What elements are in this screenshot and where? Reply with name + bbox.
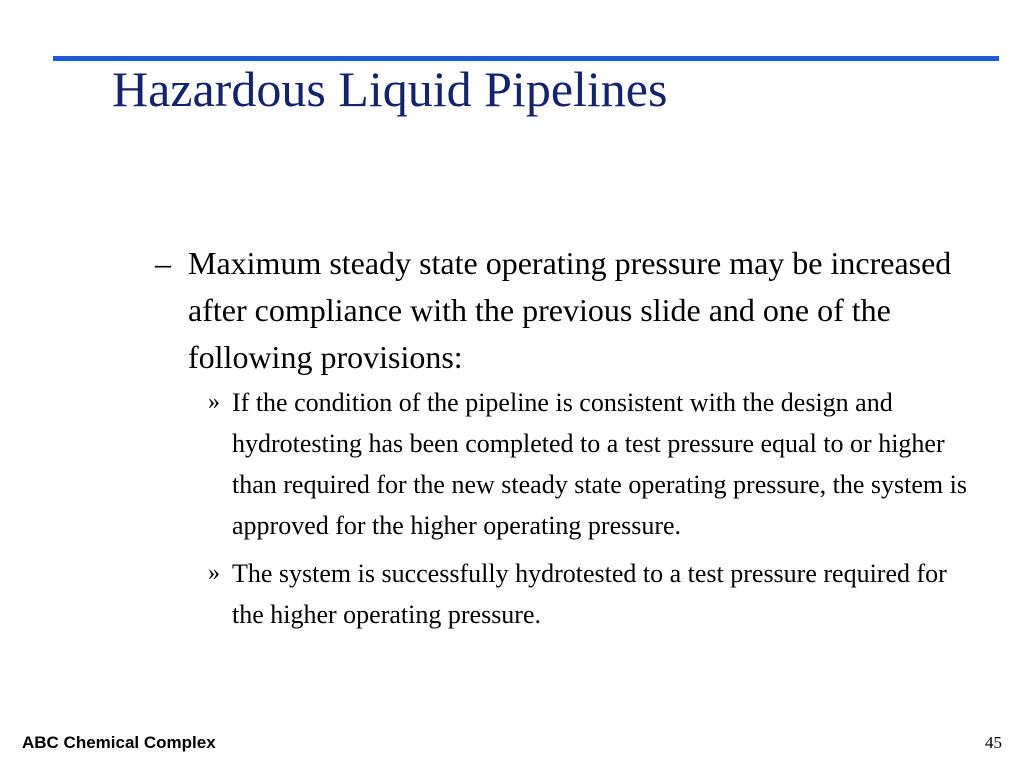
sub-bullet-text: The system is successfully hydrotested to a test pressure required for the higher operating pressure. xyxy=(232,559,947,629)
double-chevron-marker: » xyxy=(208,560,220,586)
slide-title: Hazardous Liquid Pipelines xyxy=(112,61,668,117)
bullet-item xyxy=(150,240,967,635)
page-number: 45 xyxy=(985,733,1002,752)
dash-marker: – xyxy=(155,245,171,281)
sub-bullet-text: If the condition of the pipeline is consistent with the design and hydrotesting has been completed to a test pressure equal to or higher than required for the new steady state operating pressure, the system is approved for the higher operating pressure. xyxy=(232,388,967,540)
sub-bullet-item xyxy=(188,553,967,635)
bullet-list xyxy=(150,240,970,642)
bullet-text: Maximum steady state operating pressure may be increased after compliance with the previous slide and one of the following provisions: xyxy=(188,245,952,375)
sub-bullet-list xyxy=(188,382,967,635)
footer-company: ABC Chemical Complex xyxy=(22,733,216,752)
double-chevron-marker: » xyxy=(208,389,220,415)
sub-bullet-item xyxy=(188,382,967,546)
